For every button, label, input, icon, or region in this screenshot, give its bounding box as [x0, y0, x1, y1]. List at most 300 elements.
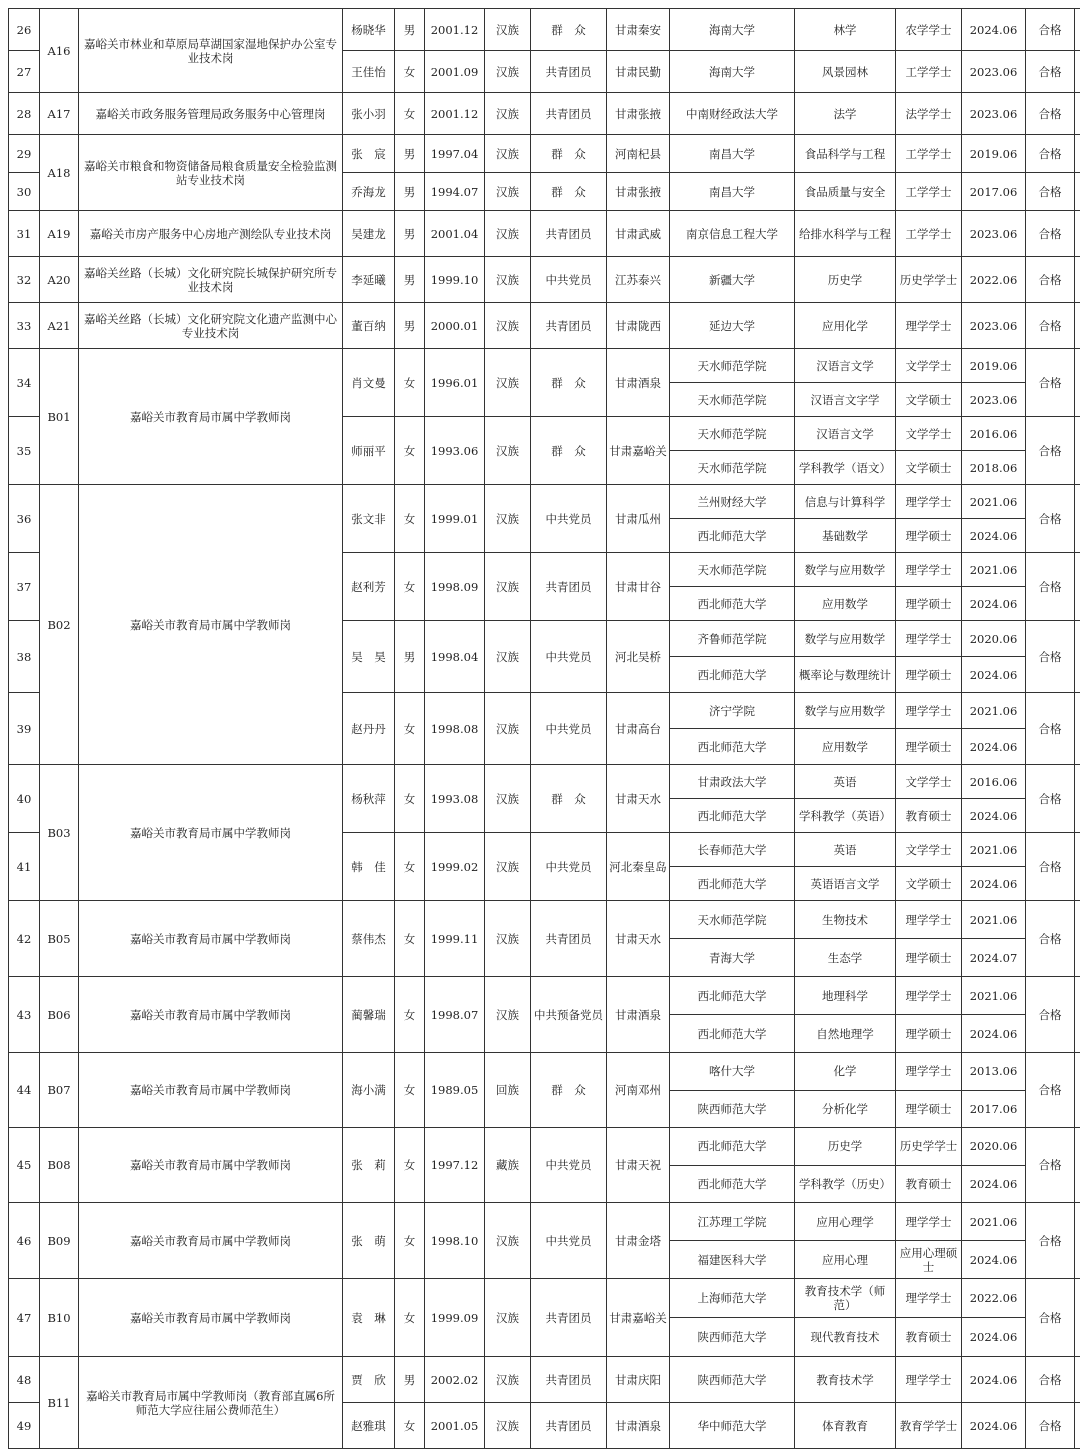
- edu-major: 自然地理学: [795, 1015, 896, 1053]
- edu-graduation: 2021.06: [962, 485, 1026, 519]
- edu-school: 福建医科大学: [670, 1241, 795, 1279]
- row-number: 48: [9, 1357, 40, 1403]
- edu-major: 学科教学（英语）: [795, 799, 896, 833]
- position-code: A20: [40, 257, 79, 303]
- remark-cell: [1075, 765, 1080, 833]
- candidate-ethnicity: 汉族: [485, 135, 531, 173]
- edu-school: 天水师范学院: [670, 901, 795, 939]
- edu-degree: 文学硕士: [896, 451, 962, 485]
- edu-major: 地理科学: [795, 977, 896, 1015]
- candidate-political-status: 中共预备党员: [531, 977, 607, 1053]
- edu-major: 法学: [795, 93, 896, 135]
- edu-school: 天水师范学院: [670, 553, 795, 587]
- edu-graduation: 2022.06: [962, 1279, 1026, 1318]
- edu-graduation: 2024.06: [962, 1318, 1026, 1357]
- row-number: 38: [9, 621, 40, 693]
- candidate-name: 韩 佳: [343, 833, 395, 901]
- edu-degree: 法学学士: [896, 93, 962, 135]
- edu-degree: 理学硕士: [896, 1090, 962, 1128]
- candidate-origin: 甘肃武威: [607, 211, 670, 257]
- position-code: B02: [40, 485, 79, 765]
- row-number: 33: [9, 303, 40, 349]
- candidate-gender: 女: [395, 485, 425, 553]
- remark-cell: [1075, 693, 1080, 765]
- edu-degree: 理学学士: [896, 1053, 962, 1091]
- remark-cell: [1075, 1403, 1080, 1449]
- candidate-birth: 1998.04: [425, 621, 485, 693]
- candidate-ethnicity: 汉族: [485, 1403, 531, 1449]
- candidate-gender: 男: [395, 211, 425, 257]
- review-result: 合格: [1026, 51, 1075, 93]
- edu-degree: 应用心理硕士: [896, 1241, 962, 1279]
- candidate-name: 蔺馨瑞: [343, 977, 395, 1053]
- row-number: 31: [9, 211, 40, 257]
- candidate-origin: 甘肃瓜州: [607, 485, 670, 553]
- position-name: 嘉峪关市教育局市属中学教师岗: [79, 1203, 343, 1279]
- edu-major: 汉语言文学: [795, 349, 896, 383]
- position-name: 嘉峪关市教育局市属中学教师岗: [79, 1053, 343, 1128]
- row-number: 37: [9, 553, 40, 621]
- edu-degree: 文学学士: [896, 765, 962, 799]
- candidate-ethnicity: 汉族: [485, 693, 531, 765]
- edu-major: 英语: [795, 833, 896, 867]
- candidate-ethnicity: 汉族: [485, 553, 531, 621]
- candidate-birth: 2001.12: [425, 9, 485, 51]
- remark-cell: [1075, 1203, 1080, 1279]
- review-result: 合格: [1026, 257, 1075, 303]
- edu-degree: 理学硕士: [896, 1015, 962, 1053]
- candidate-birth: 2000.01: [425, 303, 485, 349]
- candidate-gender: 男: [395, 621, 425, 693]
- position-name: 嘉峪关市林业和草原局草湖国家湿地保护办公室专业技术岗: [79, 9, 343, 93]
- edu-school: 长春师范大学: [670, 833, 795, 867]
- candidate-ethnicity: 回族: [485, 1053, 531, 1128]
- candidate-ethnicity: 汉族: [485, 349, 531, 417]
- review-result: 合格: [1026, 1203, 1075, 1279]
- candidate-ethnicity: 汉族: [485, 977, 531, 1053]
- review-result: 合格: [1026, 173, 1075, 211]
- edu-graduation: 2023.06: [962, 211, 1026, 257]
- position-name: 嘉峪关市政务服务管理局政务服务中心管理岗: [79, 93, 343, 135]
- candidate-name: 赵丹丹: [343, 693, 395, 765]
- candidate-origin: 甘肃庆阳: [607, 1357, 670, 1403]
- position-code: A21: [40, 303, 79, 349]
- candidate-ethnicity: 汉族: [485, 51, 531, 93]
- candidate-gender: 女: [395, 93, 425, 135]
- position-code: B09: [40, 1203, 79, 1279]
- candidate-origin: 河南邓州: [607, 1053, 670, 1128]
- edu-school: 天水师范学院: [670, 383, 795, 417]
- edu-degree: 文学学士: [896, 417, 962, 451]
- candidate-origin: 甘肃张掖: [607, 173, 670, 211]
- review-result: 合格: [1026, 901, 1075, 977]
- candidate-political-status: 中共党员: [531, 485, 607, 553]
- candidate-name: 海小满: [343, 1053, 395, 1128]
- edu-graduation: 2024.06: [962, 657, 1026, 693]
- edu-school: 陕西师范大学: [670, 1090, 795, 1128]
- edu-graduation: 2022.06: [962, 257, 1026, 303]
- candidate-name: 蔡伟杰: [343, 901, 395, 977]
- candidate-name: 吴 昊: [343, 621, 395, 693]
- candidate-political-status: 中共党员: [531, 621, 607, 693]
- position-code: B07: [40, 1053, 79, 1128]
- position-code: B05: [40, 901, 79, 977]
- candidate-political-status: 共青团员: [531, 553, 607, 621]
- remark-cell: [1075, 211, 1080, 257]
- candidate-political-status: 群 众: [531, 135, 607, 173]
- candidate-ethnicity: 汉族: [485, 173, 531, 211]
- edu-school: 西北师范大学: [670, 1165, 795, 1203]
- remark-cell: [1075, 1053, 1080, 1128]
- position-code: B03: [40, 765, 79, 901]
- row-number: 28: [9, 93, 40, 135]
- edu-graduation: 2024.06: [962, 1015, 1026, 1053]
- candidate-origin: 甘肃民勤: [607, 51, 670, 93]
- candidate-ethnicity: 汉族: [485, 1357, 531, 1403]
- edu-major: 数学与应用数学: [795, 693, 896, 729]
- edu-degree: 理学学士: [896, 901, 962, 939]
- remark-cell: [1075, 303, 1080, 349]
- position-name: 嘉峪关市教育局市属中学教师岗: [79, 349, 343, 485]
- edu-degree: 教育学学士: [896, 1403, 962, 1449]
- candidate-political-status: 共青团员: [531, 1279, 607, 1357]
- remark-cell: [1075, 9, 1080, 51]
- edu-degree: 理学学士: [896, 1203, 962, 1241]
- edu-degree: 文学学士: [896, 349, 962, 383]
- candidate-gender: 男: [395, 135, 425, 173]
- candidate-birth: 1999.10: [425, 257, 485, 303]
- position-name: 嘉峪关市教育局市属中学教师岗: [79, 901, 343, 977]
- table-row: [9, 901, 1080, 939]
- review-result: 合格: [1026, 1128, 1075, 1203]
- review-result: 合格: [1026, 977, 1075, 1053]
- position-name: 嘉峪关市教育局市属中学教师岗: [79, 485, 343, 765]
- candidate-birth: 1999.11: [425, 901, 485, 977]
- edu-major: 汉语言文学: [795, 417, 896, 451]
- edu-graduation: 2023.06: [962, 303, 1026, 349]
- edu-degree: 理学学士: [896, 1279, 962, 1318]
- candidate-political-status: 共青团员: [531, 303, 607, 349]
- candidate-ethnicity: 汉族: [485, 765, 531, 833]
- candidate-birth: 1998.08: [425, 693, 485, 765]
- candidate-political-status: 共青团员: [531, 1403, 607, 1449]
- edu-graduation: 2024.06: [962, 9, 1026, 51]
- row-number: 44: [9, 1053, 40, 1128]
- edu-major: 应用心理学: [795, 1203, 896, 1241]
- candidate-gender: 女: [395, 349, 425, 417]
- edu-graduation: 2024.06: [962, 1241, 1026, 1279]
- candidate-birth: 1999.01: [425, 485, 485, 553]
- table-row: [9, 485, 1080, 519]
- edu-school: 甘肃政法大学: [670, 765, 795, 799]
- remark-cell: [1075, 257, 1080, 303]
- review-result: 合格: [1026, 93, 1075, 135]
- edu-school: 青海大学: [670, 939, 795, 977]
- candidate-name: 张 萌: [343, 1203, 395, 1279]
- candidate-birth: 2001.05: [425, 1403, 485, 1449]
- table-row: [9, 9, 1080, 51]
- edu-major: 教育技术学（师范）: [795, 1279, 896, 1318]
- candidate-origin: 甘肃天祝: [607, 1128, 670, 1203]
- review-result: 合格: [1026, 1053, 1075, 1128]
- row-number: 36: [9, 485, 40, 553]
- candidate-origin: 甘肃甘谷: [607, 553, 670, 621]
- review-result: 合格: [1026, 417, 1075, 485]
- candidate-ethnicity: 汉族: [485, 9, 531, 51]
- edu-degree: 理学学士: [896, 693, 962, 729]
- edu-degree: 工学学士: [896, 51, 962, 93]
- edu-degree: 教育硕士: [896, 1318, 962, 1357]
- document-page: [8, 8, 1072, 1448]
- edu-major: 英语: [795, 765, 896, 799]
- table-row: [9, 303, 1080, 349]
- review-result: 合格: [1026, 1279, 1075, 1357]
- edu-degree: 理学硕士: [896, 587, 962, 621]
- edu-degree: 文学学士: [896, 833, 962, 867]
- edu-school: 西北师范大学: [670, 657, 795, 693]
- candidate-birth: 1993.08: [425, 765, 485, 833]
- candidate-ethnicity: 汉族: [485, 1203, 531, 1279]
- edu-graduation: 2021.06: [962, 901, 1026, 939]
- candidate-birth: 1998.10: [425, 1203, 485, 1279]
- edu-graduation: 2021.06: [962, 553, 1026, 587]
- edu-school: 中南财经政法大学: [670, 93, 795, 135]
- candidate-birth: 1996.01: [425, 349, 485, 417]
- edu-major: 应用数学: [795, 587, 896, 621]
- candidate-birth: 1999.09: [425, 1279, 485, 1357]
- edu-graduation: 2020.06: [962, 621, 1026, 657]
- edu-degree: 农学学士: [896, 9, 962, 51]
- edu-major: 数学与应用数学: [795, 553, 896, 587]
- candidate-political-status: 共青团员: [531, 93, 607, 135]
- candidate-origin: 河北秦皇岛: [607, 833, 670, 901]
- position-code: B08: [40, 1128, 79, 1203]
- position-name: 嘉峪关丝路（长城）文化研究院长城保护研究所专业技术岗: [79, 257, 343, 303]
- row-number: 39: [9, 693, 40, 765]
- candidate-ethnicity: 汉族: [485, 621, 531, 693]
- edu-school: 陕西师范大学: [670, 1357, 795, 1403]
- position-name: 嘉峪关市教育局市属中学教师岗（教育部直属6所师范大学应往届公费师范生）: [79, 1357, 343, 1449]
- edu-major: 生态学: [795, 939, 896, 977]
- edu-graduation: 2024.06: [962, 1357, 1026, 1403]
- remark-cell: [1075, 1279, 1080, 1357]
- row-number: 35: [9, 417, 40, 485]
- review-result: 合格: [1026, 303, 1075, 349]
- table-row: [9, 349, 1080, 383]
- candidate-birth: 2001.12: [425, 93, 485, 135]
- edu-major: 林学: [795, 9, 896, 51]
- edu-degree: 理学学士: [896, 303, 962, 349]
- candidate-ethnicity: 汉族: [485, 901, 531, 977]
- candidate-political-status: 共青团员: [531, 51, 607, 93]
- edu-graduation: 2023.06: [962, 93, 1026, 135]
- candidate-name: 赵雅琪: [343, 1403, 395, 1449]
- position-name: 嘉峪关市教育局市属中学教师岗: [79, 1279, 343, 1357]
- row-number: 45: [9, 1128, 40, 1203]
- review-result: 合格: [1026, 1403, 1075, 1449]
- roster-body: [9, 9, 1080, 1449]
- edu-major: 历史学: [795, 257, 896, 303]
- edu-degree: 工学学士: [896, 135, 962, 173]
- position-name: 嘉峪关丝路（长城）文化研究院文化遗产监测中心专业技术岗: [79, 303, 343, 349]
- candidate-name: 乔海龙: [343, 173, 395, 211]
- edu-school: 西北师范大学: [670, 799, 795, 833]
- edu-graduation: 2020.06: [962, 1128, 1026, 1166]
- remark-cell: [1075, 1128, 1080, 1203]
- edu-major: 给排水科学与工程: [795, 211, 896, 257]
- candidate-name: 袁 琳: [343, 1279, 395, 1357]
- edu-major: 教育技术学: [795, 1357, 896, 1403]
- edu-graduation: 2024.06: [962, 799, 1026, 833]
- edu-major: 应用化学: [795, 303, 896, 349]
- candidate-birth: 2002.02: [425, 1357, 485, 1403]
- roster-table: [8, 8, 1080, 1449]
- row-number: 47: [9, 1279, 40, 1357]
- edu-degree: 理学硕士: [896, 939, 962, 977]
- row-number: 26: [9, 9, 40, 51]
- position-code: B01: [40, 349, 79, 485]
- candidate-ethnicity: 汉族: [485, 417, 531, 485]
- edu-degree: 教育硕士: [896, 1165, 962, 1203]
- edu-degree: 工学学士: [896, 211, 962, 257]
- edu-major: 数学与应用数学: [795, 621, 896, 657]
- candidate-name: 师丽平: [343, 417, 395, 485]
- candidate-ethnicity: 汉族: [485, 1279, 531, 1357]
- candidate-name: 肖文曼: [343, 349, 395, 417]
- table-row: [9, 1053, 1080, 1091]
- candidate-name: 张小羽: [343, 93, 395, 135]
- table-row: [9, 1357, 1080, 1403]
- candidate-ethnicity: 汉族: [485, 211, 531, 257]
- edu-school: 天水师范学院: [670, 417, 795, 451]
- candidate-birth: 2001.04: [425, 211, 485, 257]
- candidate-origin: 甘肃嘉峪关: [607, 1279, 670, 1357]
- review-result: 合格: [1026, 1357, 1075, 1403]
- edu-graduation: 2016.06: [962, 417, 1026, 451]
- edu-major: 化学: [795, 1053, 896, 1091]
- edu-school: 喀什大学: [670, 1053, 795, 1091]
- candidate-birth: 1998.09: [425, 553, 485, 621]
- candidate-origin: 甘肃金塔: [607, 1203, 670, 1279]
- review-result: 合格: [1026, 833, 1075, 901]
- review-result: 合格: [1026, 621, 1075, 693]
- candidate-name: 赵利芳: [343, 553, 395, 621]
- table-row: [9, 211, 1080, 257]
- edu-graduation: 2023.06: [962, 383, 1026, 417]
- candidate-birth: 1989.05: [425, 1053, 485, 1128]
- candidate-birth: 1997.04: [425, 135, 485, 173]
- candidate-gender: 女: [395, 765, 425, 833]
- edu-school: 海南大学: [670, 9, 795, 51]
- edu-degree: 历史学学士: [896, 1128, 962, 1166]
- edu-major: 英语语言文学: [795, 867, 896, 901]
- review-result: 合格: [1026, 349, 1075, 417]
- review-result: 合格: [1026, 211, 1075, 257]
- position-code: A16: [40, 9, 79, 93]
- edu-graduation: 2013.06: [962, 1053, 1026, 1091]
- candidate-political-status: 中共党员: [531, 693, 607, 765]
- edu-major: 历史学: [795, 1128, 896, 1166]
- position-code: A19: [40, 211, 79, 257]
- candidate-origin: 河北吴桥: [607, 621, 670, 693]
- candidate-origin: 甘肃天水: [607, 765, 670, 833]
- candidate-political-status: 中共党员: [531, 833, 607, 901]
- candidate-name: 张 莉: [343, 1128, 395, 1203]
- edu-degree: 理学学士: [896, 1357, 962, 1403]
- candidate-gender: 男: [395, 173, 425, 211]
- edu-graduation: 2021.06: [962, 833, 1026, 867]
- remark-cell: [1075, 621, 1080, 693]
- edu-school: 延边大学: [670, 303, 795, 349]
- edu-school: 西北师范大学: [670, 1128, 795, 1166]
- position-name: 嘉峪关市教育局市属中学教师岗: [79, 765, 343, 901]
- edu-graduation: 2024.06: [962, 519, 1026, 553]
- review-result: 合格: [1026, 693, 1075, 765]
- edu-school: 南京信息工程大学: [670, 211, 795, 257]
- candidate-ethnicity: 汉族: [485, 257, 531, 303]
- candidate-origin: 河南杞县: [607, 135, 670, 173]
- candidate-name: 杨晓华: [343, 9, 395, 51]
- edu-graduation: 2024.06: [962, 729, 1026, 765]
- row-number: 49: [9, 1403, 40, 1449]
- position-code: B10: [40, 1279, 79, 1357]
- candidate-name: 李延曦: [343, 257, 395, 303]
- edu-graduation: 2019.06: [962, 349, 1026, 383]
- edu-graduation: 2016.06: [962, 765, 1026, 799]
- edu-graduation: 2017.06: [962, 1090, 1026, 1128]
- edu-school: 南昌大学: [670, 135, 795, 173]
- row-number: 40: [9, 765, 40, 833]
- edu-school: 陕西师范大学: [670, 1318, 795, 1357]
- candidate-political-status: 共青团员: [531, 211, 607, 257]
- edu-school: 南昌大学: [670, 173, 795, 211]
- candidate-political-status: 群 众: [531, 1053, 607, 1128]
- row-number: 42: [9, 901, 40, 977]
- edu-school: 海南大学: [670, 51, 795, 93]
- edu-graduation: 2024.06: [962, 1403, 1026, 1449]
- candidate-gender: 女: [395, 1279, 425, 1357]
- review-result: 合格: [1026, 9, 1075, 51]
- candidate-origin: 甘肃陇西: [607, 303, 670, 349]
- edu-school: 齐鲁师范学院: [670, 621, 795, 657]
- review-result: 合格: [1026, 135, 1075, 173]
- candidate-political-status: 共青团员: [531, 901, 607, 977]
- table-row: [9, 1279, 1080, 1318]
- position-code: A18: [40, 135, 79, 211]
- candidate-origin: 甘肃嘉峪关: [607, 417, 670, 485]
- position-code: B11: [40, 1357, 79, 1449]
- edu-graduation: 2024.06: [962, 867, 1026, 901]
- candidate-political-status: 中共党员: [531, 1203, 607, 1279]
- edu-major: 概率论与数理统计: [795, 657, 896, 693]
- candidate-gender: 女: [395, 553, 425, 621]
- candidate-name: 张 宸: [343, 135, 395, 173]
- candidate-political-status: 群 众: [531, 173, 607, 211]
- candidate-gender: 女: [395, 693, 425, 765]
- candidate-gender: 男: [395, 303, 425, 349]
- edu-major: 基础数学: [795, 519, 896, 553]
- candidate-origin: 江苏泰兴: [607, 257, 670, 303]
- edu-school: 上海师范大学: [670, 1279, 795, 1318]
- candidate-political-status: 共青团员: [531, 1357, 607, 1403]
- candidate-ethnicity: 汉族: [485, 485, 531, 553]
- edu-school: 西北师范大学: [670, 1015, 795, 1053]
- edu-school: 江苏理工学院: [670, 1203, 795, 1241]
- edu-graduation: 2017.06: [962, 173, 1026, 211]
- candidate-political-status: 群 众: [531, 765, 607, 833]
- candidate-gender: 女: [395, 1053, 425, 1128]
- edu-major: 应用数学: [795, 729, 896, 765]
